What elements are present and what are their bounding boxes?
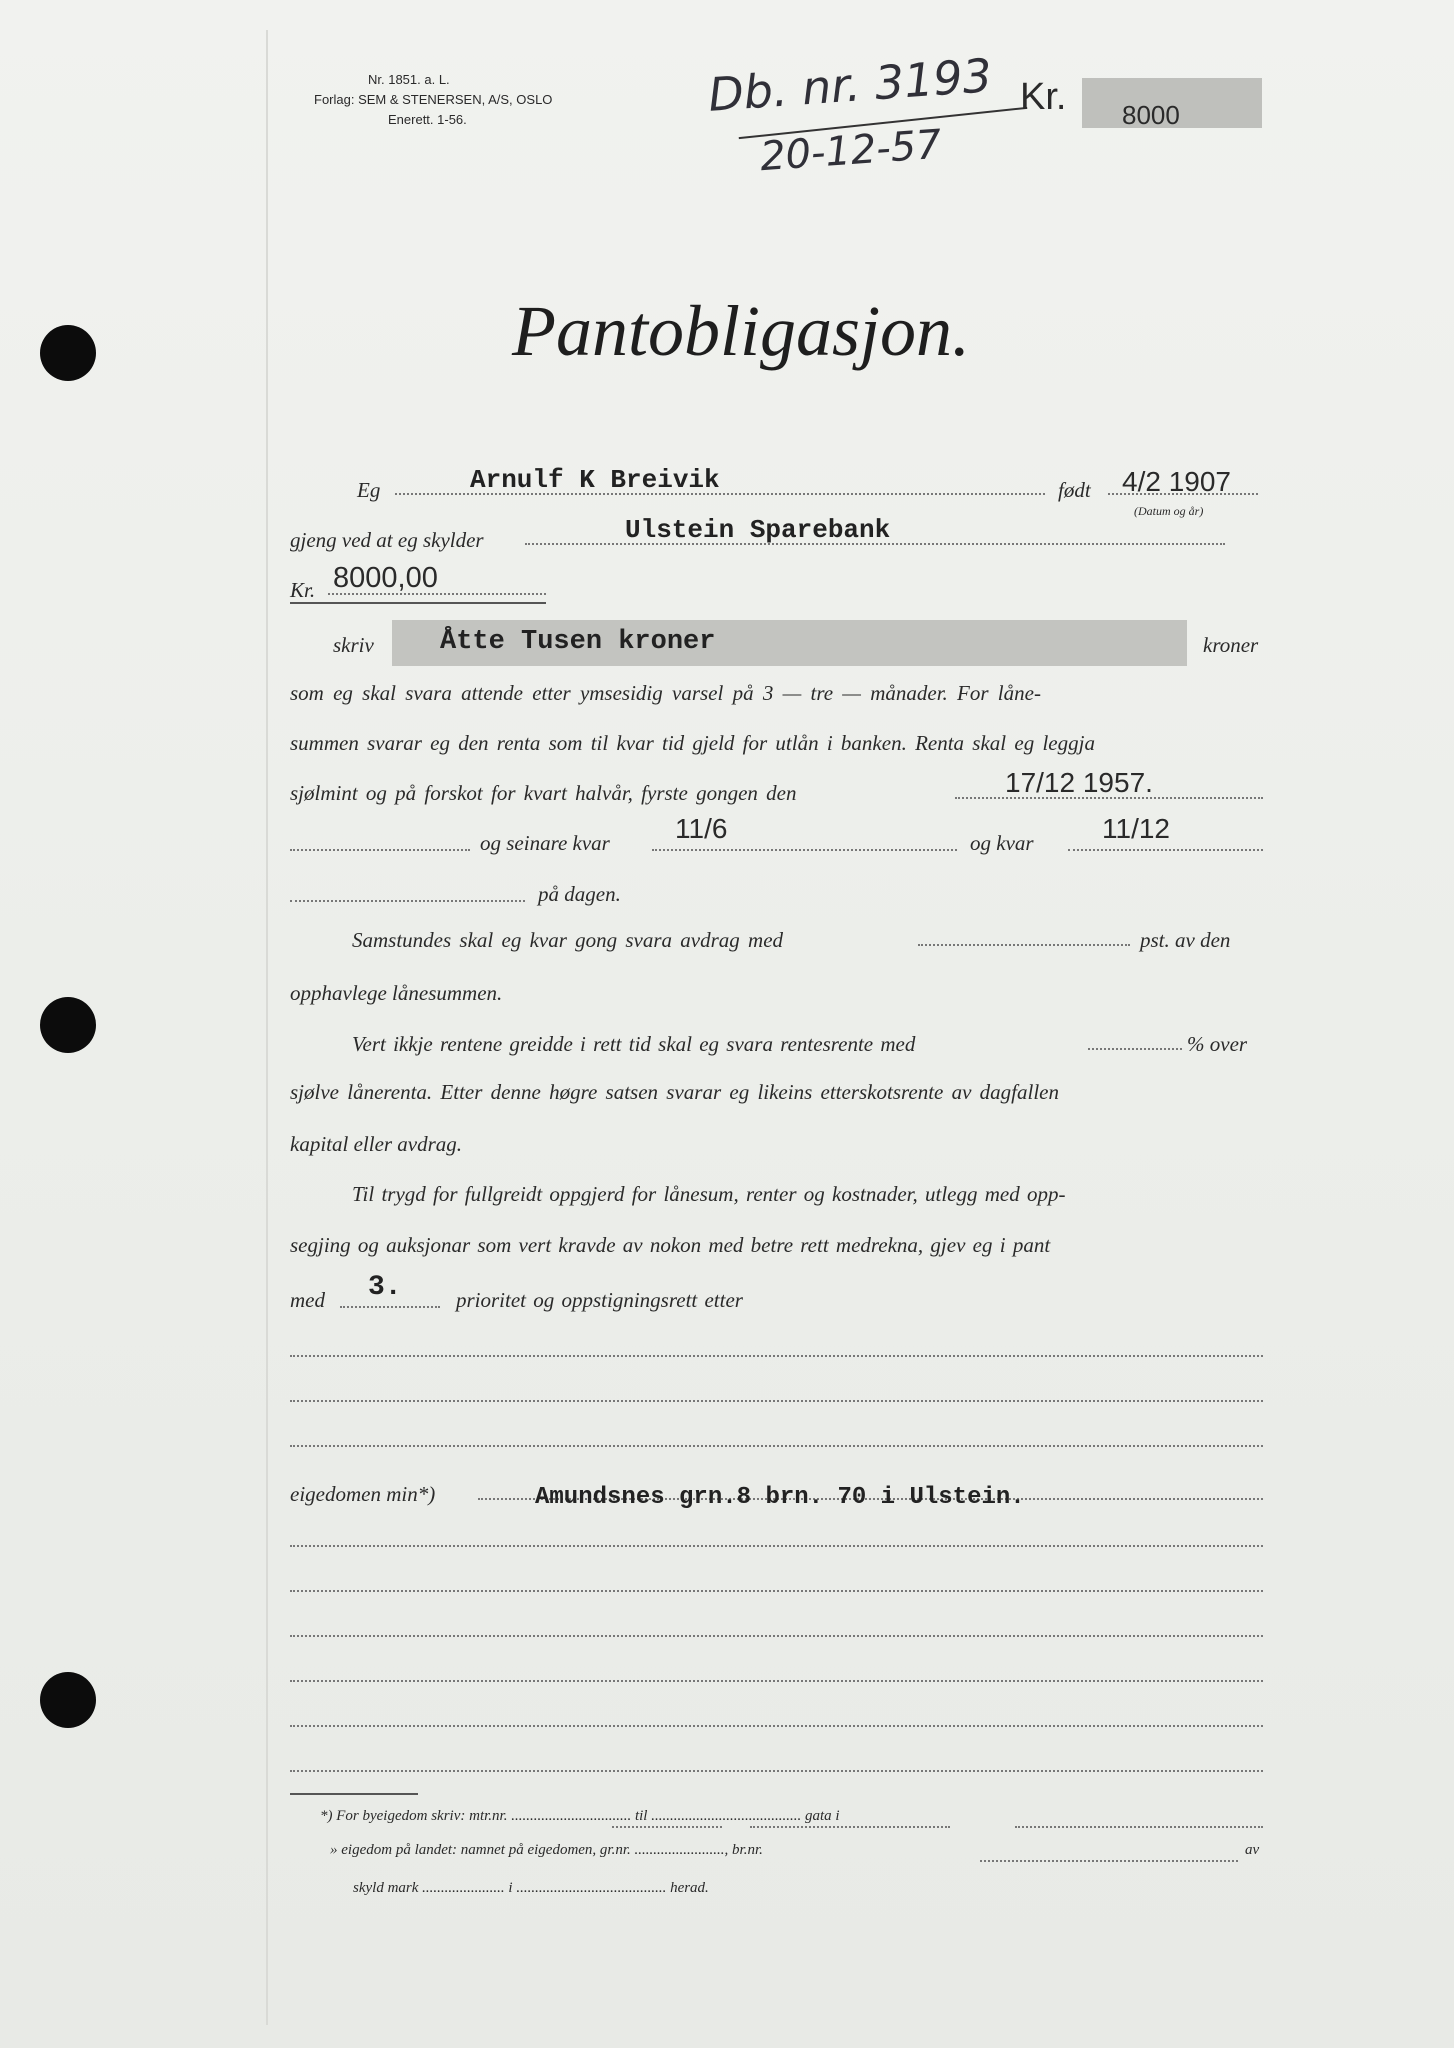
birth-date: 4/2 1907 bbox=[1122, 466, 1231, 497]
footnote-line-1: *) For byeigedom skriv: mtr.nr. ................................ til ........................................ gata i bbox=[320, 1808, 840, 1824]
priority-label: prioritet og oppstigningsrett etter bbox=[456, 1288, 743, 1312]
property-label: eigedomen min*) bbox=[290, 1482, 436, 1506]
footnote-line-2: » eigedom på landet: namnet på eigedomen, gr.nr. ........................, br.nr. bbox=[330, 1842, 763, 1858]
footnote-av: av bbox=[1245, 1842, 1260, 1858]
default-interest-line-3: kapital eller avdrag. bbox=[290, 1132, 463, 1156]
terms-line-3: sjølmint og på forskot for kvart halvår, fyrste gongen den bbox=[290, 781, 797, 805]
loan-amount: 8000,00 bbox=[333, 562, 438, 594]
punch-hole bbox=[40, 1672, 96, 1728]
copyright: Enerett. 1-56. bbox=[388, 112, 467, 127]
terms-line-1: som eg skal svara attende etter ymsesidig varsel på 3 — tre — månader. For låne- bbox=[290, 681, 1041, 705]
registration-date: 20-12-57 bbox=[758, 121, 943, 181]
installment-label: Samstundes skal eg kvar gong svara avdrag med bbox=[352, 928, 784, 952]
on-day-label: på dagen. bbox=[538, 882, 621, 906]
margin-line bbox=[266, 30, 268, 2025]
property-description: Amundsnes grn.8 brn. 70 i Ulstein. bbox=[535, 1484, 1025, 1511]
security-line-2: segjing og auksjonar som vert kravde av nokon med betre rett medrekna, gjev eg i pant bbox=[290, 1233, 1051, 1257]
creditor-name: Ulstein Sparebank bbox=[625, 515, 891, 545]
interest-date-2: 11/12 bbox=[1102, 813, 1170, 844]
registration-number: Db. nr. 3193 bbox=[706, 48, 994, 122]
acknowledge-label: gjeng ved at eg skylder bbox=[290, 528, 484, 552]
page-title: Pantobligasjon. bbox=[512, 291, 971, 371]
punch-hole bbox=[40, 325, 96, 381]
pst-label: pst. av den bbox=[1140, 928, 1231, 952]
kroner-label: kroner bbox=[1203, 633, 1259, 657]
form-number: Nr. 1851. a. L. bbox=[368, 72, 450, 87]
later-label: og seinare kvar bbox=[480, 831, 610, 855]
remaining-sum-label: opphavlege lånesummen. bbox=[290, 981, 503, 1005]
first-interest-date: 17/12 1957. bbox=[1005, 767, 1153, 798]
percent-label: % over bbox=[1187, 1032, 1248, 1056]
priority-number: 3. bbox=[368, 1272, 402, 1303]
punch-hole bbox=[40, 997, 96, 1053]
fodt-label: født bbox=[1058, 478, 1091, 502]
kr-label: Kr. bbox=[290, 578, 316, 602]
eg-label: Eg bbox=[357, 478, 381, 502]
footnote-line-3: skyld mark ...................... i ........................................ herad. bbox=[353, 1880, 709, 1896]
skriv-label: skriv bbox=[333, 633, 374, 657]
default-interest-line-2: sjølve lånerenta. Etter denne høgre satsen svarar eg likeins etterskotsrente av dagfallen bbox=[290, 1080, 1060, 1104]
date-hint: (Datum og år) bbox=[1134, 504, 1204, 518]
med-label: med bbox=[290, 1288, 325, 1312]
amount-label: Kr. bbox=[1020, 76, 1067, 118]
publisher: Forlag: SEM & STENERSEN, A/S, OSLO bbox=[314, 92, 553, 107]
security-line-1: Til trygd for fullgreidt oppgjerd for lånesum, renter og kostnader, utlegg med opp- bbox=[352, 1182, 1066, 1206]
interest-date-1: 11/6 bbox=[675, 813, 728, 844]
default-interest-line-1: Vert ikkje rentene greidde i rett tid skal eg svara rentesrente med bbox=[352, 1032, 916, 1056]
amount-in-words: Åtte Tusen kroner bbox=[440, 627, 716, 657]
terms-line-2: summen svarar eg den renta som til kvar tid gjeld for utlån i banken. Renta skal eg leggja bbox=[290, 731, 1095, 755]
debtor-name: Arnulf K Breivik bbox=[470, 465, 720, 495]
amount-value: 8000 bbox=[1122, 100, 1180, 130]
and-label: og kvar bbox=[970, 831, 1034, 855]
